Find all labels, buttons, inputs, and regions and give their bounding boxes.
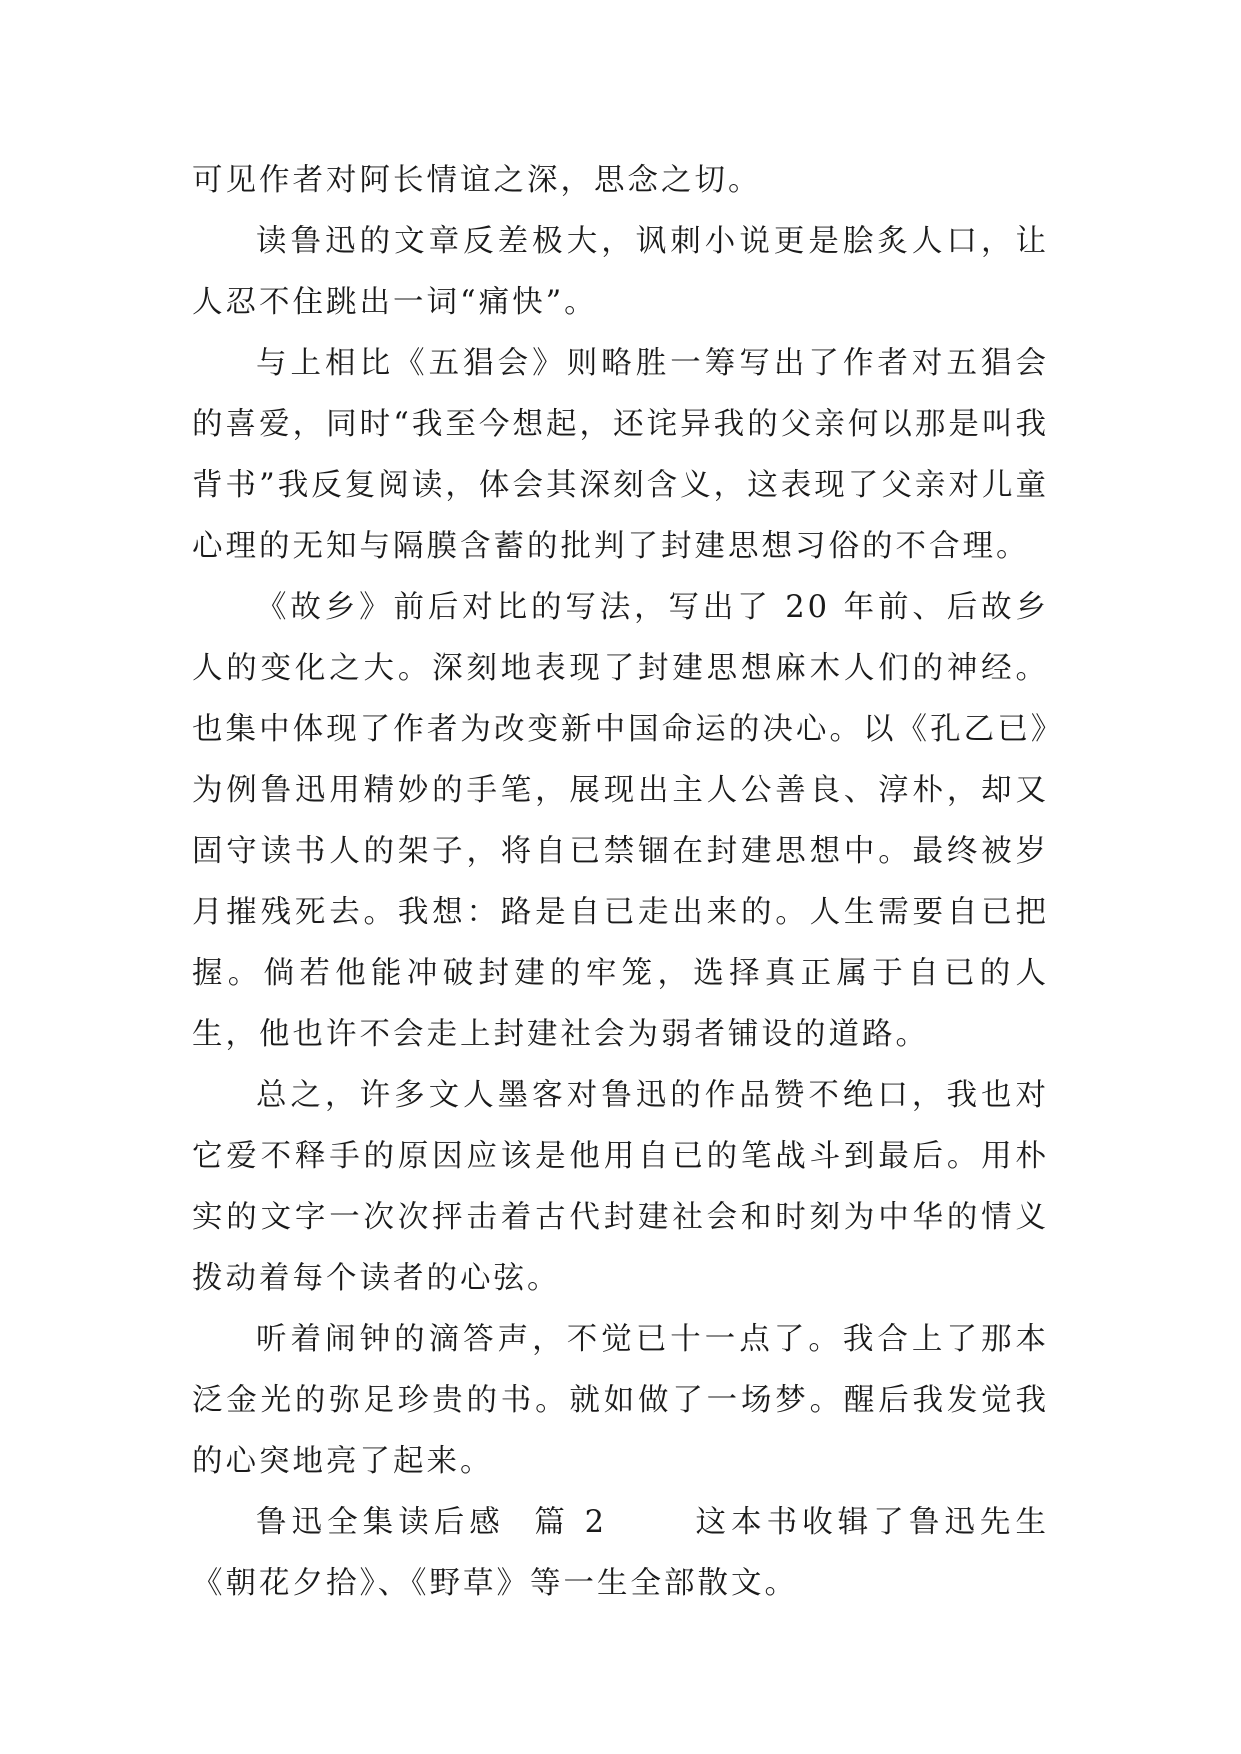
paragraph: 《故乡》前后对比的写法，写出了 20 年前、后故乡人的变化之大。深刻地表现了封建思想麻木人们的神经。也集中体现了作者为改变新中国命运的决心。以《孔乙已》为例鲁迅用精妙的手笔，展现出主人公善良、淳朴，却又固守读书人的架子，将自已禁锢在封建思想中。最终被岁月摧残死去。我想：路是自已走出来的。人生需要自已把握。倘若他能冲破封建的牢笼，选择真正属于自已的人生，他也许不会走上封建社会为弱者铺设的道路。 (192, 590, 1049, 1052)
paragraph: 与上相比《五猖会》则略胜一筹写出了作者对五猖会的喜爱，同时“我至今想起，还诧异我的父亲何以那是叫我背书”我反复阅读，体会其深刻含义，这表现了父亲对儿童心理的无知与隔膜含蓄的批判了封建思想习俗的不合理。 (192, 346, 1049, 564)
paragraph: 听着闹钟的滴答声，不觉已十一点了。我合上了那本泛金光的弥足珍贵的书。就如做了一场梦。醒后我发觉我的心突地亮了起来。 (192, 1322, 1049, 1479)
document-page (192, 150, 1049, 1614)
paragraph: 鲁迅全集读后感 篇 2 这本书收辑了鲁迅先生《朝花夕拾》、《野草》等一生全部散文。 (192, 1505, 1049, 1601)
paragraph-continuation: 可见作者对阿长情谊之深，思念之切。 (192, 163, 762, 198)
paragraph: 总之，许多文人墨客对鲁迅的作品赞不绝口，我也对它爱不释手的原因应该是他用自已的笔战斗到最后。用朴实的文字一次次抨击着古代封建社会和时刻为中华的情义拨动着每个读者的心弦。 (192, 1078, 1049, 1296)
paragraph: 读鲁迅的文章反差极大，讽刺小说更是脍炙人口，让人忍不住跳出一词“痛快”。 (192, 224, 1049, 320)
